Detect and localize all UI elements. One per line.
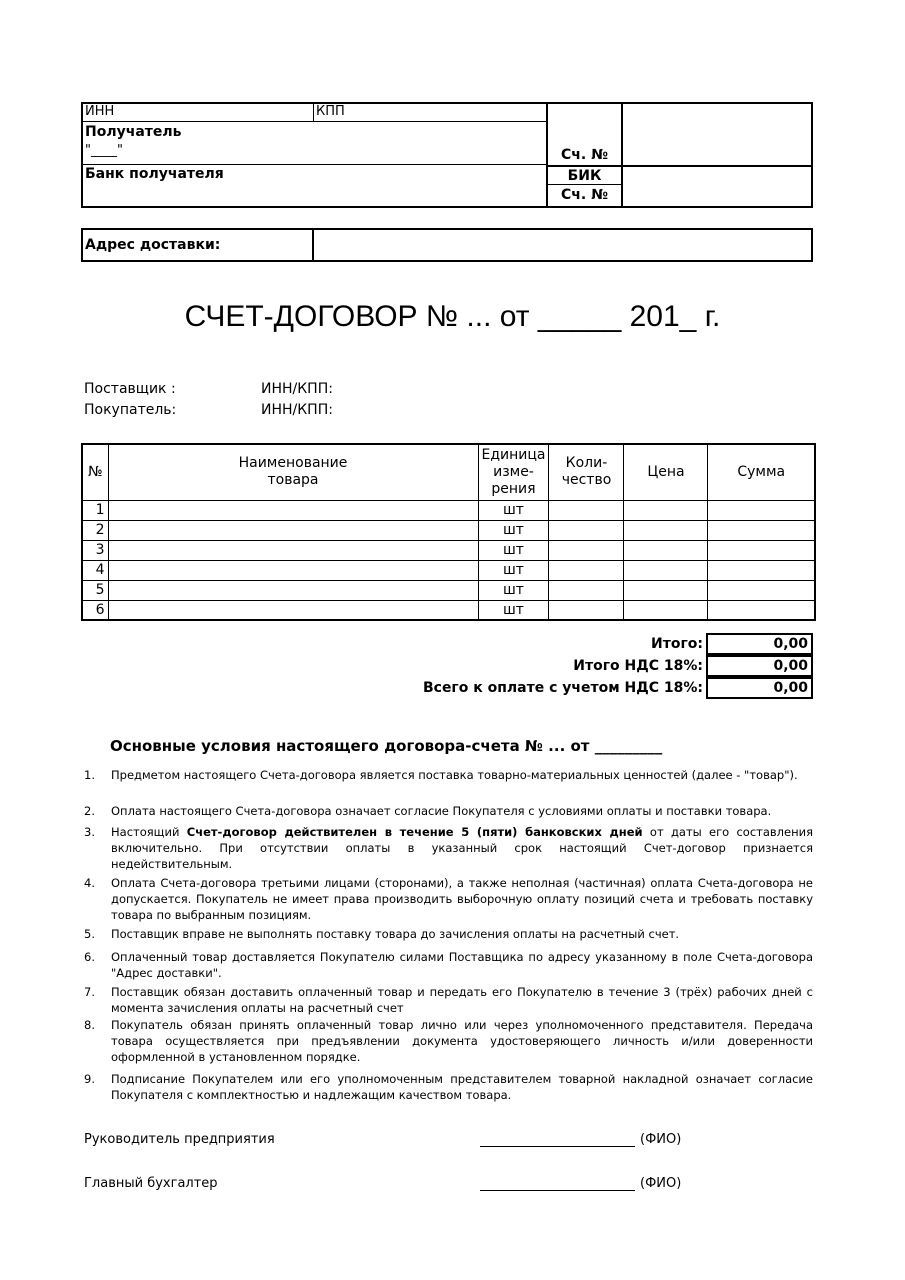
header-num: №: [82, 444, 108, 500]
inn-label: ИНН: [85, 104, 115, 119]
condition-text: Оплаченный товар доставляется Покупателю силами Поставщика по адресу указанному в поле Счета-договора "Адрес доставки".: [111, 950, 813, 980]
grand-total-row: [81, 677, 813, 699]
header-qty: Коли- чество: [549, 444, 624, 500]
row-price-cell: [624, 540, 708, 560]
row-price-cell: [624, 520, 708, 540]
bank-details-block: [81, 102, 813, 208]
table-row: [82, 540, 815, 560]
bank-label: Банк получателя: [85, 166, 224, 182]
condition-item: [84, 875, 813, 923]
conditions-title: Основные условия настоящего договора-счета № ... от _________: [110, 737, 663, 755]
condition-item: [84, 803, 813, 819]
total-value: 0,00: [706, 633, 813, 655]
condition-item: [84, 1017, 813, 1065]
vat-label: Итого НДС 18%:: [573, 658, 703, 674]
condition-item: [84, 824, 813, 872]
accountant-label: Главный бухгалтер: [84, 1176, 218, 1191]
condition-item: [84, 767, 813, 783]
condition-number: 2.: [84, 804, 95, 818]
account-label: Сч. №: [561, 147, 608, 163]
buyer-inn-label: ИНН/КПП:: [261, 402, 333, 418]
row-sum-cell: [708, 500, 815, 520]
delivery-address-block: [81, 228, 813, 262]
total-label: Итого:: [651, 636, 703, 652]
delivery-label: Адрес доставки:: [85, 237, 221, 253]
row-name-cell: [108, 580, 478, 600]
supplier-inn-label: ИНН/КПП:: [261, 381, 333, 397]
row-qty-cell: [549, 540, 624, 560]
divider: [313, 104, 314, 122]
correspondent-account-label: Сч. №: [561, 187, 608, 203]
row-unit: шт: [478, 540, 549, 560]
condition-text: Оплата Счета-договора третьими лицами (сторонами), а также неполная (частичная) оплата Счета-договора не допускается. Покупатель не имеет права производить выборочную оплату позиций счета и требовать поставку товара по выбранным позициям.: [111, 876, 813, 922]
bik-label: БИК: [567, 168, 602, 184]
condition-text: Покупатель обязан принять оплаченный товар лично или через уполномоченного представителя. Передача товара осуществляется при предъявлении документа удостоверяющего личность и/или доверенности оформленной в установленном порядке.: [111, 1018, 813, 1064]
header-price: Цена: [624, 444, 708, 500]
accountant-signature-line: [480, 1175, 635, 1191]
row-number: 1: [82, 500, 108, 520]
condition-text: Предметом настоящего Счета-договора является поставка товарно-материальных ценностей (далее - "товар").: [111, 768, 798, 782]
row-name-cell: [108, 600, 478, 620]
director-fio-label: (ФИО): [640, 1132, 682, 1147]
row-qty-cell: [549, 580, 624, 600]
accountant-fio-label: (ФИО): [640, 1176, 682, 1191]
row-unit: шт: [478, 560, 549, 580]
table-row: [82, 600, 815, 620]
row-name-cell: [108, 540, 478, 560]
row-sum-cell: [708, 540, 815, 560]
vat-row: [81, 655, 813, 677]
row-number: 3: [82, 540, 108, 560]
condition-item: [84, 1071, 813, 1103]
row-number: 6: [82, 600, 108, 620]
row-unit: шт: [478, 500, 549, 520]
row-unit: шт: [478, 600, 549, 620]
condition-number: 4.: [84, 876, 95, 890]
row-number: 2: [82, 520, 108, 540]
director-label: Руководитель предприятия: [84, 1132, 275, 1147]
grand-total-label: Всего к оплате с учетом НДС 18%:: [422, 680, 703, 696]
row-sum-cell: [708, 520, 815, 540]
table-row: [82, 500, 815, 520]
condition-number: 8.: [84, 1018, 95, 1032]
divider: [83, 164, 546, 165]
table-row: [82, 580, 815, 600]
divider: [83, 121, 546, 122]
row-name-cell: [108, 520, 478, 540]
condition-text: Настоящий Счет-договор действителен в течение 5 (пяти) банковских дней от даты его составления включительно. При отсутствии оплаты в указанный срок настоящий Счет-договор признается недействительным.: [111, 825, 813, 871]
row-price-cell: [624, 600, 708, 620]
condition-number: 6.: [84, 950, 95, 964]
supplier-label: Поставщик :: [84, 381, 176, 397]
row-name-cell: [108, 560, 478, 580]
condition-number: 5.: [84, 927, 95, 941]
row-number: 4: [82, 560, 108, 580]
row-price-cell: [624, 500, 708, 520]
row-qty-cell: [549, 600, 624, 620]
condition-text: Поставщик обязан доставить оплаченный товар и передать его Покупателю в течение 3 (трёх) рабочих дней с момента зачисления оплаты на расчетный счет: [111, 985, 813, 1015]
buyer-label: Покупатель:: [84, 402, 177, 418]
condition-item: [84, 984, 813, 1016]
kpp-label: КПП: [316, 104, 345, 119]
row-price-cell: [624, 560, 708, 580]
row-sum-cell: [708, 560, 815, 580]
divider: [312, 230, 314, 260]
row-qty-cell: [549, 520, 624, 540]
recipient-name: "____": [85, 143, 123, 158]
row-qty-cell: [549, 560, 624, 580]
total-row: [81, 633, 813, 655]
row-unit: шт: [478, 580, 549, 600]
vat-value: 0,00: [706, 655, 813, 677]
condition-item: [84, 926, 813, 942]
header-name: Наименование товара: [108, 444, 478, 500]
goods-table: [81, 443, 816, 621]
condition-text: Оплата настоящего Счета-договора означает согласие Покупателя с условиями оплаты и поставки товара.: [111, 804, 772, 818]
condition-number: 3.: [84, 825, 95, 839]
table-header-row: [82, 444, 815, 500]
recipient-label: Получатель: [85, 124, 182, 140]
condition-number: 7.: [84, 985, 95, 999]
header-unit: Единица изме- рения: [478, 444, 549, 500]
row-price-cell: [624, 580, 708, 600]
grand-total-value: 0,00: [706, 677, 813, 699]
condition-text: Поставщик вправе не выполнять поставку товара до зачисления оплаты на расчетный счет.: [111, 927, 680, 941]
director-signature-line: [480, 1131, 635, 1147]
row-qty-cell: [549, 500, 624, 520]
row-unit: шт: [478, 520, 549, 540]
row-sum-cell: [708, 600, 815, 620]
row-sum-cell: [708, 580, 815, 600]
table-row: [82, 520, 815, 540]
condition-number: 1.: [84, 768, 95, 782]
condition-text: Подписание Покупателем или его уполномоченным представителем товарной накладной означает согласие Покупателя с комплектностью и надлежащим качеством товара.: [111, 1072, 813, 1102]
row-name-cell: [108, 500, 478, 520]
condition-item: [84, 949, 813, 981]
divider: [546, 165, 813, 167]
table-row: [82, 560, 815, 580]
condition-number: 9.: [84, 1072, 95, 1086]
page-title: СЧЕТ-ДОГОВОР № ... от _____ 201_ г.: [184, 300, 721, 333]
header-sum: Сумма: [708, 444, 815, 500]
row-number: 5: [82, 580, 108, 600]
